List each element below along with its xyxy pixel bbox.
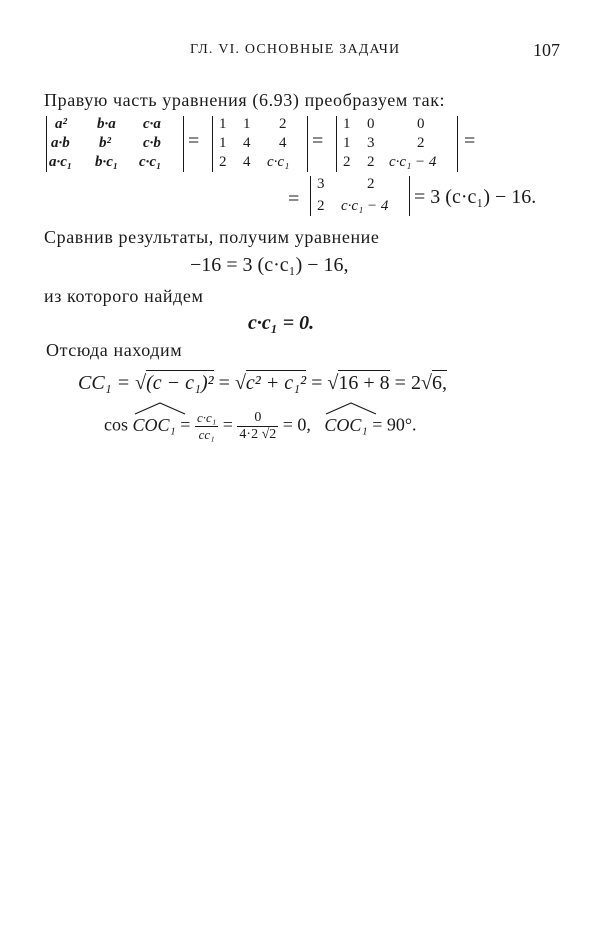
radicand-3: 16 + 8 <box>338 372 390 394</box>
determinant-result: = 3 (c·c₁) − 16. <box>414 186 537 208</box>
det3-cell: 1 <box>343 116 351 132</box>
sqrt-symbol: √ <box>234 372 246 394</box>
compare-text: Сравнив результаты, получим уравнение <box>44 227 380 247</box>
det2-cell: c·c₁ <box>267 154 290 170</box>
radicand-1: (c − c₁)² <box>146 372 214 394</box>
equals-sign: = <box>312 130 324 152</box>
det1-cell: a² <box>55 116 67 132</box>
det2-cell: 4 <box>279 135 287 151</box>
sqrt-symbol: √ <box>327 372 339 394</box>
coc1-label: COC₁ <box>132 414 176 435</box>
det2-cell: 2 <box>279 116 287 132</box>
cc1-lhs: CC₁ = <box>78 372 131 394</box>
angle-arc-icon <box>324 401 378 415</box>
cc1-equation <box>78 372 447 395</box>
intro-text: Правую часть уравнения (6.93) преобразуем так: <box>44 90 446 110</box>
det1-cell: b·a <box>97 116 116 132</box>
frac2-denominator: 4·2 √2 <box>239 427 277 442</box>
det2-cell: 1 <box>219 135 227 151</box>
hence-text: Отсюда находим <box>46 340 183 360</box>
cc1-end: = 2 <box>394 372 421 394</box>
angle-value: = 90°. <box>372 414 417 435</box>
coc1-label: COC₁ <box>324 414 368 435</box>
det3-cell: 0 <box>367 116 375 132</box>
det1-cell: b² <box>99 135 111 151</box>
det1-cell: a·c₁ <box>49 154 73 170</box>
determinant-gram <box>46 116 184 172</box>
det2-cell: 4 <box>243 135 251 151</box>
det2-cell: 1 <box>219 116 227 132</box>
det1-cell: c·b <box>143 135 161 151</box>
det4-cell: 2 <box>317 198 325 214</box>
det3-cell: 2 <box>343 154 351 170</box>
frac2-numerator: 0 <box>254 410 262 425</box>
determinant-3 <box>336 116 458 172</box>
page-number: 107 <box>533 40 560 60</box>
det4-cell: c·c₁ − 4 <box>341 198 389 214</box>
determinant-4 <box>310 176 410 216</box>
det4-cell: 2 <box>367 176 375 192</box>
fraction-1 <box>195 410 218 443</box>
equals-sign: = <box>288 188 300 210</box>
cos-equation <box>104 410 417 443</box>
sqrt-symbol: √ <box>420 372 432 394</box>
angle-coc1 <box>324 415 367 436</box>
fraction-2 <box>237 410 278 443</box>
equals-sign: = <box>218 372 230 394</box>
det3-cell: c·c₁ − 4 <box>389 154 437 170</box>
cos-label: cos <box>104 414 128 435</box>
main-equation: −16 = 3 (c·c₁) − 16, <box>190 254 349 276</box>
sqrt-symbol: √ <box>135 372 147 394</box>
det3-cell: 3 <box>367 135 375 151</box>
frac1-denominator: cc₁ <box>195 426 218 443</box>
det3-cell: 2 <box>367 154 375 170</box>
determinant-2 <box>212 116 308 172</box>
frac1-numerator: c·c₁ <box>196 410 217 425</box>
det3-cell: 0 <box>417 116 425 132</box>
det2-cell: 4 <box>243 154 251 170</box>
equals-sign: = <box>188 130 200 152</box>
det1-cell: a·b <box>51 135 70 151</box>
det2-cell: 2 <box>219 154 227 170</box>
angle-coc1 <box>133 415 176 436</box>
det1-cell: c·c₁ <box>139 154 162 170</box>
equals-sign: = <box>311 372 323 394</box>
angle-arc-icon <box>133 401 187 415</box>
equals-sign: = <box>222 414 233 435</box>
from-which-text: из которого найдем <box>44 286 204 306</box>
det3-cell: 2 <box>417 135 425 151</box>
det1-cell: c·a <box>143 116 161 132</box>
det1-cell: b·c₁ <box>95 154 119 170</box>
radicand-2: c² + c₁² <box>245 372 307 394</box>
equals-sign: = <box>180 414 191 435</box>
det2-cell: 1 <box>243 116 251 132</box>
det4-cell: 3 <box>317 176 325 192</box>
page-header <box>0 40 605 64</box>
cos-end: = 0, <box>282 414 311 435</box>
running-head: ГЛ. VI. ОСНОВНЫЕ ЗАДАЧИ <box>190 42 401 57</box>
det3-cell: 1 <box>343 135 351 151</box>
radicand-4: 6, <box>431 372 447 394</box>
found-equation: c·c₁ = 0. <box>248 312 315 334</box>
equals-sign: = <box>464 130 476 152</box>
